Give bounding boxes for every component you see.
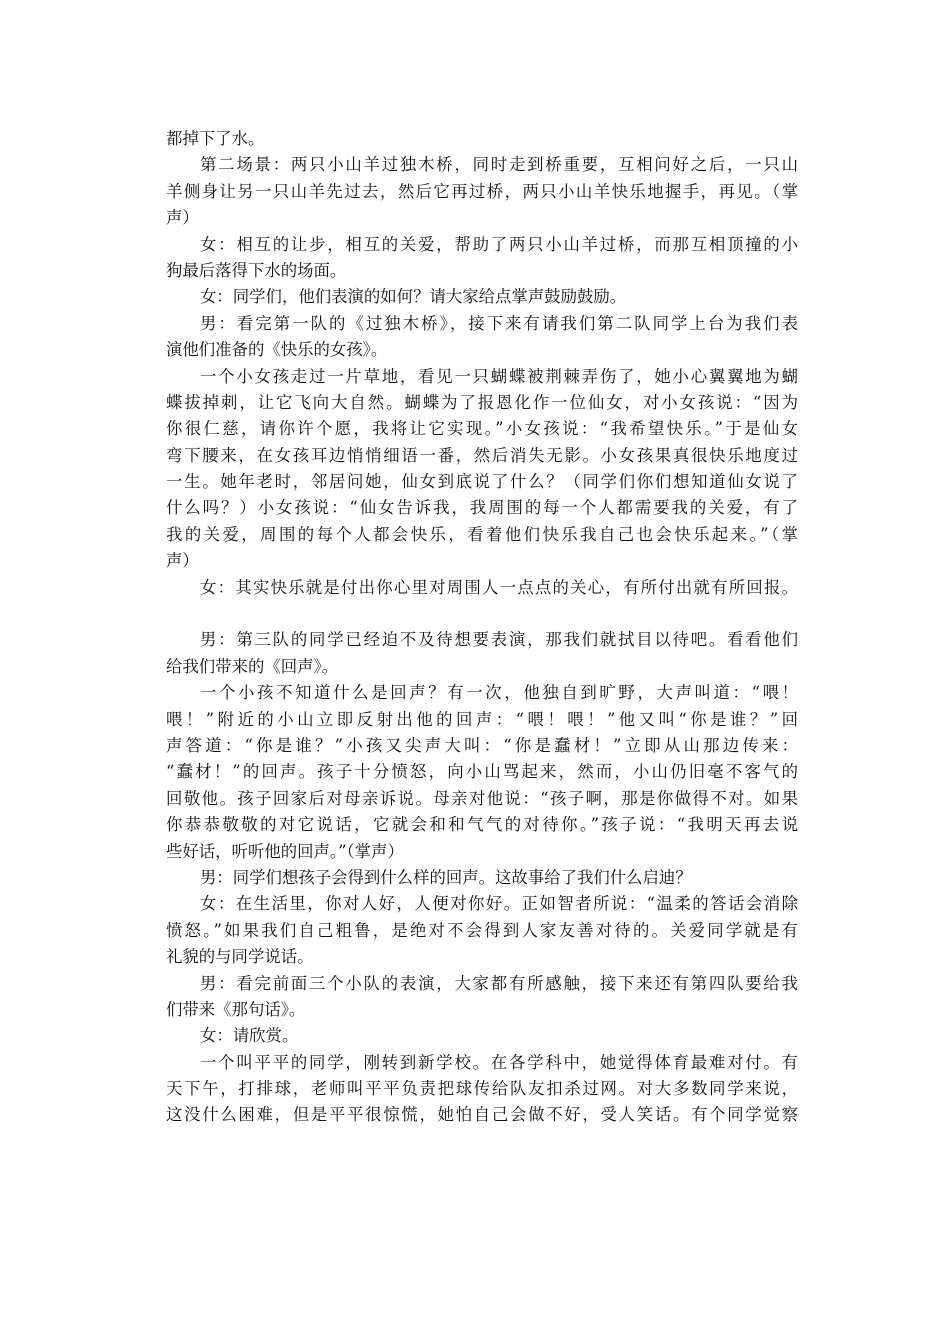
text-line: 回敬他。孩子回家后对母亲诉说。母亲对他说：“孩子啊，那是你做得不对。如果 (166, 788, 798, 808)
text-line: 女：请欣赏。 (200, 1026, 299, 1046)
text-line: 女：相互的让步，相互的关爱，帮助了两只小山羊过桥，而那互相顶撞的小 (200, 234, 798, 254)
text-line: 女：在生活里，你对人好，人便对你好。正如智者所说：“温柔的答话会消除 (200, 894, 798, 914)
text-line: 女：其实快乐就是付出你心里对周围人一点点的关心，有所付出就有所回报。 (200, 577, 798, 597)
text-line: 你很仁慈，请你许个愿，我将让它实现。”小女孩说：“我希望快乐。”于是仙女 (166, 419, 798, 439)
text-line: 喂！”附近的小山立即反射出他的回声：“喂！喂！”他又叫“你是谁？”回 (166, 709, 798, 729)
text-line: 男：看完第一队的《过独木桥》，接下来有请我们第二队同学上台为我们表 (200, 313, 798, 333)
text-line: 第二场景：两只小山羊过独木桥，同时走到桥重要，互相问好之后，一只山 (200, 155, 798, 175)
text-line: 演他们准备的《快乐的女孩》。 (166, 340, 388, 360)
text-line: “蠢材！”的回声。孩子十分愤怒，向小山骂起来，然而，小山仍旧毫不客气的 (166, 762, 798, 782)
text-line: 声） (166, 208, 199, 228)
text-line: 我的关爱，周围的每个人都会快乐，看着他们快乐我自己也会快乐起来。”（掌 (166, 524, 798, 544)
text-line: 一生。她年老时，邻居问她，仙女到底说了什么？（同学们你们想知道仙女说了 (166, 472, 798, 492)
text-line: 男：同学们想孩子会得到什么样的回声。这故事给了我们什么启迪？ (200, 867, 692, 887)
text-line: 什么吗？）小女孩说：“仙女告诉我，我周围的每一个人都需要我的关爱，有了 (166, 498, 798, 518)
text-line: 羊侧身让另一只山羊先过去，然后它再过桥，两只小山羊快乐地握手，再见。（掌 (166, 181, 798, 201)
text-line: 一个小女孩走过一片草地，看见一只蝴蝶被荆棘弄伤了，她小心翼翼地为蝴 (200, 366, 798, 386)
text-line: 给我们带来的《回声》。 (166, 656, 339, 676)
text-line: 些好话，听听他的回声。”（掌声） (166, 841, 404, 861)
blank-line (166, 601, 798, 627)
text-line: 男：看完前面三个小队的表演，大家都有所感触，接下来还有第四队要给我 (200, 973, 798, 993)
text-line: 礼貌的与同学说话。 (166, 947, 314, 967)
text-line: 女：同学们，他们表演的如何？请大家给点掌声鼓励鼓励。 (200, 287, 627, 307)
document-body (166, 126, 798, 1129)
text-line: 你恭恭敬敬的对它说话，它就会和和气气的对待你。”孩子说：“我明天再去说 (166, 815, 798, 835)
text-line: 天下午，打排球，老师叫平平负责把球传给队友扣杀过网。对大多数同学来说， (166, 1079, 798, 1099)
text-line: 都掉下了水。 (166, 129, 265, 148)
text-line: 们带来《那句话》。 (166, 999, 306, 1019)
text-line: 狗最后落得下水的场面。 (166, 260, 347, 280)
text-line: 一个叫平平的同学，刚转到新学校。在各学科中，她觉得体育最难对付。有 (200, 1052, 798, 1072)
text-line: 一个小孩不知道什么是回声？有一次，他独自到旷野，大声叫道：“喂！ (200, 683, 798, 703)
text-line: 蝶拔掉刺，让它飞向大自然。蝴蝶为了报恩化作一位仙女，对小女孩说：“因为 (166, 392, 798, 412)
text-line: 这没什么困难，但是平平很惊慌，她怕自己会做不好，受人笑话。有个同学觉察 (166, 1105, 798, 1125)
text-line: 愤怒。”如果我们自己粗鲁，是绝对不会得到人家友善对待的。关爱同学就是有 (166, 920, 798, 940)
text-line: 声） (166, 551, 199, 571)
text-line: 声答道：“你是谁？”小孩又尖声大叫：“你是蠢材！”立即从山那边传来： (166, 735, 798, 755)
text-line: 弯下腰来，在女孩耳边悄悄细语一番，然后消失无影。小女孩果真很快乐地度过 (166, 445, 798, 465)
text-line: 男：第三队的同学已经迫不及待想要表演，那我们就拭目以待吧。看看他们 (200, 630, 798, 650)
